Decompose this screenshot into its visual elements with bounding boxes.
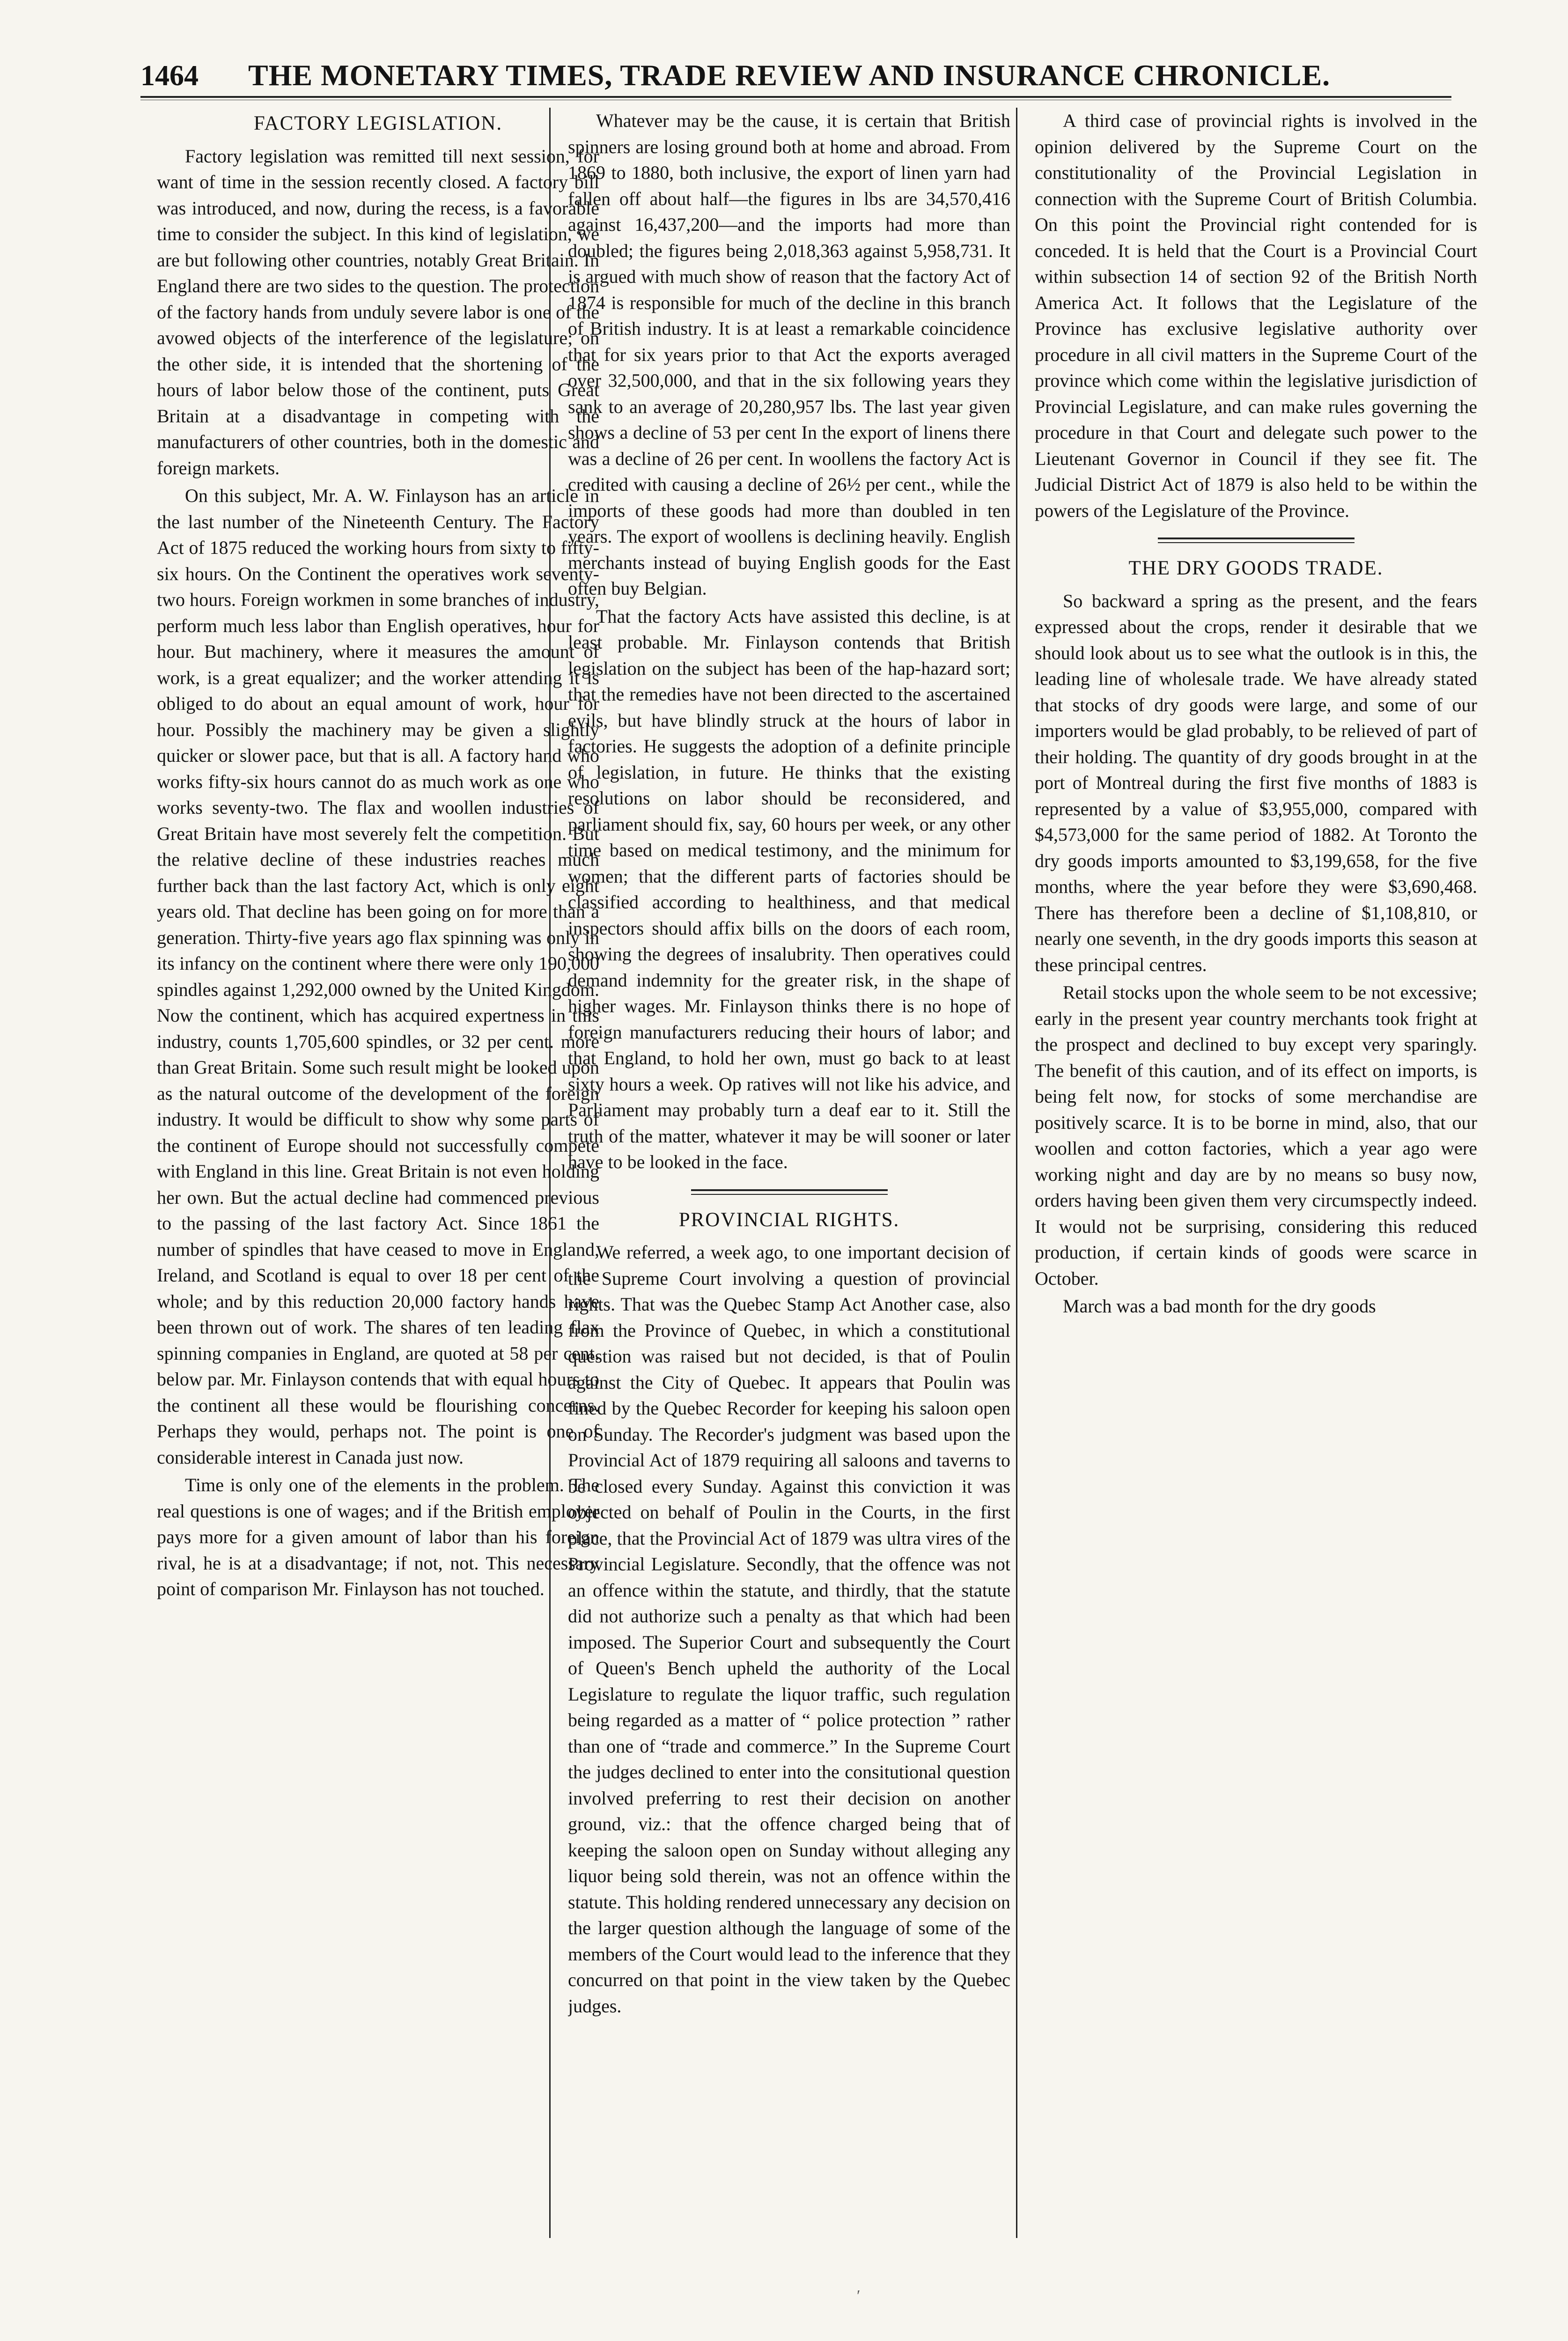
column-rule	[1016, 108, 1017, 2238]
column-3	[1035, 108, 1477, 2341]
article-paragraph: March was a bad month for the dry goods	[1063, 1296, 1376, 1317]
column-1	[157, 108, 599, 2341]
article-separator	[691, 1189, 888, 1195]
article-paragraph: A third case of provincial rights is involved in the opinion delivered by the Supreme Court on the constitutionality of the Provincial Legislation in connection with the Supreme Court of British Columbia. On this point the Provincial right contended for is conceded. It is held that the Court is a Provincial Court within subsection 14 of section 92 of the British North America Act. It follows that the Legislature of the Province has exclusive legislative authority over procedure in all civil matters in the Supreme Court of the province which come within the legislative jurisdiction of Provincial Legislature, and can make rules governing the procedure in that Court and delegate such power to the Lieutenant Governor in Council if they see fit. The Judicial District Act of 1879 is also held to be within the powers of the Legislature of the Province.	[1035, 110, 1477, 521]
article-paragraph: We referred, a week ago, to one important decision of the Supreme Court involving a question of provincial rights. That was the Quebec Stamp Act Another case, also from the Province of Quebec, in which a constitutional question was raised but not decided, is that of Poulin against the City of Quebec. It appears that Poulin was fined by the Quebec Recorder for keeping his saloon open on Sunday. The Recorder's judgment was based upon the Provincial Act of 1879 requiring all saloons and taverns to be closed every Sunday. Against this conviction it was objected on behalf of Poulin in the Courts, in the first place, that the Provincial Act of 1879 was ultra vires of the Provincial Legislature. Secondly, that the offence was not an offence within the statute, and thirdly, that the statute did not authorize such a penalty as that which had been imposed. The Superior Court and subsequently the Court of Queen's Bench upheld the authority of the Local Legislature to regulate the liquor traffic, such regulation being regarded as a matter of “ police protection ” rather than one of “trade and commerce.” In the Supreme Court the judges declined to enter into the consitutional question involved preferring to rest their decision on another ground, viz.: that the offence charged being that of keeping the saloon open on Sunday without alleging any liquor being sold therein, was not an offence within the statute. This holding rendered unnecessary any decision on the larger question although the language of some of the members of the Court would lead to the inference that they concurred on that point in the view taken by the Quebec judges.	[568, 1242, 1010, 2017]
article-title-dry-goods-trade: THE DRY GOODS TRADE.	[1128, 557, 1384, 579]
column-2	[568, 108, 1010, 2341]
article-paragraph: On this subject, Mr. A. W. Finlayson has an article in the last number of the Nineteenth Century. The Factory Act of 1875 reduced the working hours from sixty to fifty-six hours. On the Continent the operatives work seventy-two hours. Foreign workmen in some branches of industry, perform much less labor than English operatives, hour for hour. But machinery, where it measures the amount of work, is a great equalizer; and the worker attending it is obliged to do about an equal amount of work, hour for hour. Possibly the machinery may be given a slightly quicker or slower pace, but that is all. A factory hand who works fifty-six hours cannot do as much work as one who works seventy-two. The flax and woollen industries of Great Britain have most severely felt the competition. But the relative decline of these industries reaches much further back than the last factory Act, which is only eight years old. That decline has been going on for more than a generation. Thirty-five years ago flax spinning was only in its infancy on the continent where there were only 190,000 spindles against 1,292,000 owned by the United Kingdom. Now the continent, which has acquired expertness in this industry, counts 1,705,600 spindles, or 32 per cent. more than Great Britain. Some such result might be looked upon as the natural outcome of the development of the foreign industry. It would be difficult to show why some parts of the continent of Europe should not successfully compete with England in this line. Great Britain is not even holding her own. But the actual decline had commenced previous to the passing of the last factory Act. Since 1861 the number of spindles that have ceased to move in England, Ireland, and Scotland is equal to over 18 per cent of the whole; and by this reduction 20,000 factory hands have been thrown out of work. The shares of ten leading flax spinning companies in England, are quoted at 58 per cent. below par. Mr. Finlayson contends that with equal hours to the continent all these would be flourishing concerns. Perhaps they would, perhaps not. The point is one of considerable interest in Canada just now.	[157, 485, 599, 1468]
article-paragraph: Factory legislation was remitted till next session, for want of time in the session recently closed. A factory bill was introduced, and now, during the recess, is a favorable time to consider the subject. In this kind of legislation, we are but following other countries, notably Great Britain. In England there are two sides to the question. The protection of the factory hands from unduly severe labor is one of the avowed objects of the interference of the legislature; on the other side, it is intended that the shortening of the hours of labor below those of the continent, puts Great Britain at a disadvantage in competing with the manufacturers of other countries, both in the domestic and foreign markets.	[157, 145, 599, 479]
running-title: THE MONETARY TIMES, TRADE REVIEW AND INSURANCE CHRONICLE.	[248, 59, 1331, 92]
page-number: 1464	[140, 60, 199, 92]
footer-mark: ′	[857, 2287, 861, 2304]
article-separator	[1158, 537, 1355, 543]
header-rule	[140, 96, 1451, 98]
page-header	[140, 37, 1451, 93]
article-title-factory-legislation: FACTORY LEGISLATION.	[253, 112, 503, 134]
article-title-provincial-rights: PROVINCIAL RIGHTS.	[678, 1208, 900, 1231]
article-paragraph: That the factory Acts have assisted this decline, is at least probable. Mr. Finlayson contends that British legislation on the subject has been of the hap-hazard sort; that the remedies have not been directed to the ascertained evils, but have blindly struck at the hours of labor in factories. He suggests the adoption of a definite principle of legislation, in future. He thinks that the existing resolutions on labor should be reconsidered, and parliament should fix, say, 60 hours per week, or any other time based on medical testimony, and the minimum for women; that the different parts of factories should be classified according to healthiness, and that medical inspectors should affix bills on the doors of each room, showing the degrees of insalubrity. Then operatives could demand indemnity for the greater risk, in the shape of higher wages. Mr. Finlayson thinks there is no hope of foreign manufacturers reducing their hours of labor; and that England, to hold her own, must go back to at least sixty hours a week. Op ratives will not like his advice, and Parliament may probably turn a deaf ear to it. Still the truth of the matter, whatever it may be will sooner or later have to be looked in the face.	[568, 605, 1010, 1172]
article-paragraph: Time is only one of the elements in the problem. The real questions is one of wages; and if the British employer pays more for a given amount of labor than his foreign rival, he is at a disadvantage; if not, not. This necessary point of comparison Mr. Finlayson has not touched.	[157, 1474, 599, 1599]
article-paragraph: Whatever may be the cause, it is certain that British spinners are losing ground both at home and abroad. From 1869 to 1880, both inclusive, the export of linen yarn had fallen off about half—the figures in lbs are 34,570,416 against 16,437,200—and the imports had more than doubled; the figures being 2,018,363 against 5,958,731. It is argued with much show of reason that the factory Act of 1874 is responsible for much of the decline in this branch of British industry. It is at least a remarkable coincidence that for six years prior to that Act the exports averaged over 32,500,000, and that in the six following years they sank to an average of 20,280,957 lbs. The last year given shows a decline of 53 per cent In the export of linens there was a decline of 26 per cent. In woollens the factory Act is credited with causing a decline of 26½ per cent., while the imports of these goods had more than doubled in ten years. The export of woollens is declining heavily. English merchants instead of buying English goods for the East often buy Belgian.	[568, 110, 1010, 599]
article-paragraph: So backward a spring as the present, and the fears expressed about the crops, render it desirable that we should look about us to see what the outlook is in this, the leading line of wholesale trade. We have already stated that stocks of dry goods were large, and some of our importers would be glad probably, to be relieved of part of their holding. The quantity of dry goods brought in at the port of Montreal during the first five months of 1883 is represented by a value of $3,955,000, compared with $4,573,000 for the same period of 1882. At Toronto the dry goods imports amounted to $3,199,658, for the five months, where the year before they were $3,690,468. There has therefore been a decline of $1,108,810, or nearly one seventh, in the dry goods imports this season at these principal centres.	[1035, 590, 1477, 975]
article-paragraph: Retail stocks upon the whole seem to be not excessive; early in the present year country merchants took fright at the prospect and declined to buy except very sparingly. The benefit of this caution, and of its effect on imports, is being felt now, for stocks of some merchandise are positively scarce. It is to be borne in mind, also, that our woollen and cotton factories, which a year ago were working night and day are by no means so busy now, orders having been given them very circumspectly indeed. It would not be surprising, considering this reduced production, if certain kinds of goods were scarce in October.	[1035, 982, 1477, 1289]
